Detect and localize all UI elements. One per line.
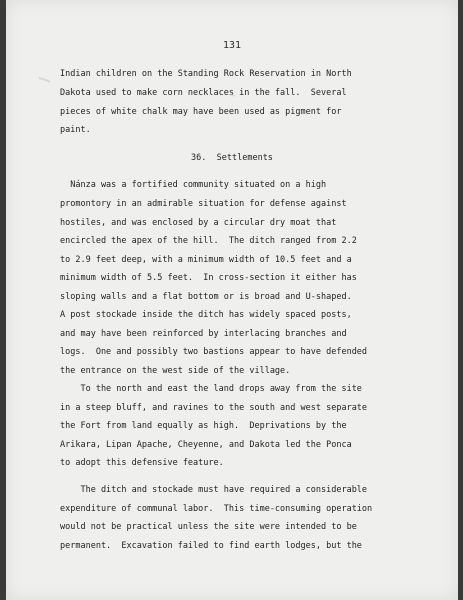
text-line: sloping walls and a flat bottom or is broad and U-shaped.: [60, 292, 352, 302]
document-page: [6, 0, 458, 600]
text-line: and may have been reinforced by interlacing branches and: [60, 329, 347, 339]
text-line: promontory in an admirable situation for defense against: [60, 199, 347, 209]
text-line: would not be practical unless the site were intended to be: [60, 522, 357, 532]
text-line: encircled the apex of the hill. The ditch ranged from 2.2: [60, 236, 357, 246]
text-line: hostiles, and was enclosed by a circular dry moat that: [60, 218, 337, 228]
text-line: the Fort from land equally as high. Deprivations by the: [60, 421, 347, 431]
text-line: A post stockade inside the ditch has widely spaced posts,: [60, 310, 352, 320]
text-line: Indian children on the Standing Rock Reservation in North: [60, 69, 352, 79]
text-line: Dakota used to make corn necklaces in the fall. Several: [60, 88, 347, 98]
section-heading: 36. Settlements: [191, 153, 273, 163]
text-line: To the north and east the land drops away from the site: [60, 384, 362, 394]
text-line: logs. One and possibly two bastions appear to have defended: [60, 347, 368, 357]
text-line: in a steep bluff, and ravines to the south and west separate: [60, 403, 368, 413]
text-line: to adopt this defensive feature.: [60, 458, 224, 468]
text-line: permanent. Excavation failed to find earth lodges, but the: [60, 541, 362, 551]
text-line: The ditch and stockade must have required a considerable: [60, 485, 368, 495]
text-line: pieces of white chalk may have been used as pigment for: [60, 107, 342, 117]
text-line: paint.: [60, 125, 91, 135]
text-line: the entrance on the west side of the village.: [60, 366, 291, 376]
page-number: 131: [222, 40, 242, 51]
text-line: Nánza was a fortified community situated on a high: [60, 180, 327, 190]
text-line: minimum width of 5.5 feet. In cross-section it either has: [60, 273, 357, 283]
text-line: Arikara, Lipan Apache, Cheyenne, and Dakota led the Ponca: [60, 440, 352, 450]
text-line: expenditure of communal labor. This time-consuming operation: [60, 504, 373, 514]
text-line: to 2.9 feet deep, with a minimum width of 10.5 feet and a: [60, 255, 352, 265]
